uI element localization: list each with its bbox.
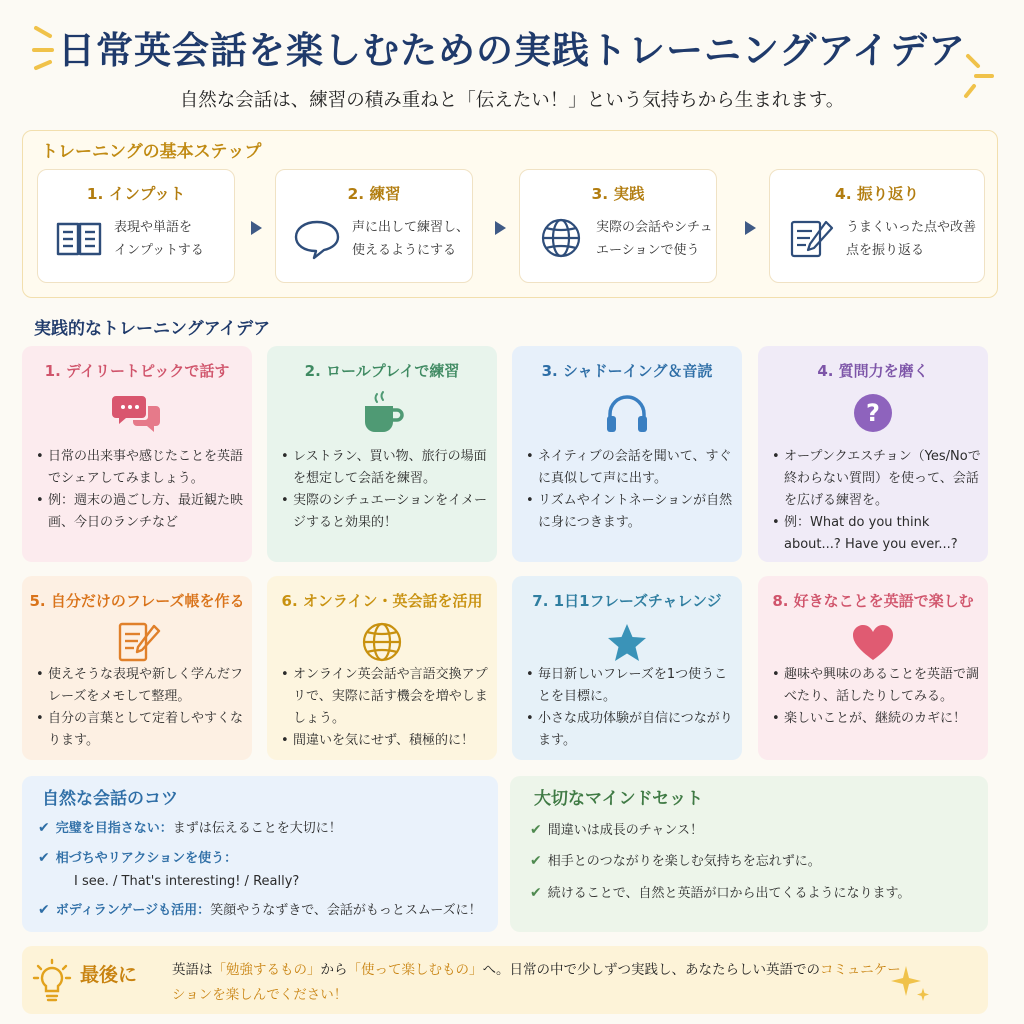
steps-heading: トレーニングの基本ステップ [41,142,262,162]
card-bullet: • 実際のシチュエーションをイメージすると効果的！ [277,490,491,534]
check-icon: ✔ [530,822,542,838]
idea-card-phrasebook [22,576,252,760]
card-bullet: • 使えそうな表現や新しく学んだフレーズをメモして整理。 [32,664,246,708]
card-title: 4. 質問力を磨く [817,362,929,380]
final-text-part: から [320,962,348,978]
card-bullets [522,664,736,752]
sparkle-icon [888,960,932,1002]
check-icon: ✔ [530,853,542,869]
lightbulb-icon [32,958,72,1004]
final-highlight: 「勉強するもの」 [212,962,321,978]
tip-row [74,872,299,892]
step-title: 4. 振り返り [834,185,920,203]
mindset-panel [510,776,988,932]
tip-key: 相づちやリアクションを使う： [55,851,238,866]
step-desc-line: インプットする [114,243,204,258]
card-bullets [277,664,491,752]
card-bullet: • 例：週末の過ごし方、最近観た映画、今日のランチなど [32,490,246,534]
step-input [37,169,235,283]
final-message-panel [22,946,988,1014]
tip-text: まずは伝えることを大切に！ [172,821,342,836]
step-practice [275,169,473,283]
page-subtitle: 自然な会話は、練習の積み重ねと「伝えたい！」という気持ちから生まれます。 [179,90,845,111]
step-title: 1. インプット [86,185,186,203]
mindset-row [530,820,703,841]
idea-card-shadowing [512,346,742,562]
final-text-part: へ。日常の中で少しずつ実践し、あなたらしい英語での [482,962,820,978]
card-bullet: • 小さな成功体験が自信につながります。 [522,708,736,752]
step-reflect [769,169,985,283]
idea-card-hobbies [758,576,988,760]
star-icon [602,620,652,666]
card-bullet: • レストラン、買い物、旅行の場面を想定して会話を練習。 [277,446,491,490]
step-desc-line: 使えるようにする [352,243,457,258]
step-desc-line: 声に出して練習し、 [352,220,470,235]
tips-heading: 自然な会話のコツ [42,789,178,809]
notebook-icon [112,620,162,666]
step-desc-line: 実際の会話やシチュ [596,220,713,235]
mindset-row [530,883,910,904]
card-bullet: • 楽しいことが、継続のカギに！ [768,708,982,730]
conversation-tips-panel [22,776,498,932]
final-text-part: 英語は [172,962,213,978]
basic-steps-panel [22,130,998,298]
step-title: 2. 練習 [347,185,401,203]
card-bullets [32,664,246,752]
check-icon: ✔ [38,850,50,866]
card-bullet: • 自分の言葉として定着しやすくなります。 [32,708,246,752]
globe-icon [536,216,586,260]
mindset-row [530,851,821,872]
check-icon: ✔ [38,902,50,918]
tip-key: 完璧を目指さない： [55,821,173,836]
arrow-right-icon [251,221,262,235]
card-bullet: • 例：What do you think about...? Have you ever...? [768,512,982,556]
card-title: 1. デイリートピックで話す [44,362,230,380]
coffee-cup-icon [357,390,407,436]
chat-bubbles-icon [112,390,162,436]
heart-icon [848,620,898,666]
svg-text:?: ? [866,399,880,427]
idea-card-questions [758,346,988,562]
idea-card-roleplay [267,346,497,562]
card-bullet: • 趣味や興味のあることを英語で調べたり、話したりしてみる。 [768,664,982,708]
headphones-icon [602,390,652,436]
card-bullets [522,446,736,534]
card-title: 8. 好きなことを英語で楽しむ [772,592,974,610]
final-highlight: コミュニケーションを楽しんでください！ [172,962,901,1003]
step-title: 3. 実践 [591,185,645,203]
mindset-text: 相手とのつながりを楽しむ気持ちを忘れずに。 [547,854,821,869]
final-highlight: 「使って楽しむもの」 [347,962,483,978]
card-bullet: • リズムやイントネーションが自然に身につきます。 [522,490,736,534]
card-bullets [768,664,982,730]
idea-card-daily-phrase [512,576,742,760]
card-bullets [277,446,491,534]
card-title: 5. 自分だけのフレーズ帳を作る [29,592,245,610]
speech-bubble-icon [292,216,342,260]
card-title: 2. ロールプレイで練習 [304,362,460,380]
question-icon [848,390,898,436]
step-desc-line: うまくいった点や改善 [846,220,977,235]
notebook-pen-icon [786,216,836,260]
step-practice-real [519,169,717,283]
card-bullet: • オープンクエスチョン（Yes/Noで終わらない質問）を使って、会話を広げる練習を。 [768,446,982,512]
arrow-right-icon [745,221,756,235]
globe-icon [357,620,407,666]
arrow-right-icon [495,221,506,235]
tip-text: I see. / That's interesting! / Really? [74,874,300,889]
idea-card-online [267,576,497,760]
card-bullet: • ネイティブの会話を聞いて、すぐに真似して声に出す。 [522,446,736,490]
card-bullet: • 毎日新しいフレーズを1つ使うことを目標に。 [522,664,736,708]
ideas-heading: 実践的なトレーニングアイデア [34,319,271,339]
check-icon: ✔ [530,885,542,901]
mindset-heading: 大切なマインドセット [534,789,704,809]
tip-row [38,818,342,839]
card-bullet: • 間違いを気にせず、積極的に！ [277,730,491,752]
card-bullets [768,446,982,556]
step-desc-line: 表現や単語を [114,220,193,235]
tip-row [38,848,237,869]
card-bullet: • 日常の出来事や感じたことを英語でシェアしてみましょう。 [32,446,246,490]
final-text [172,958,912,1008]
card-title: 6. オンライン・英会話を活用 [281,592,483,610]
idea-card-daily-topic [22,346,252,562]
step-desc-line: エーションで使う [596,243,700,258]
final-heading: 最後に [80,964,138,986]
card-bullets [32,446,246,534]
book-icon [54,216,104,260]
tip-key: ボディランゲージも活用： [55,903,211,918]
mindset-text: 間違いは成長のチャンス！ [547,823,703,838]
mindset-text: 続けることで、自然と英語が口から出てくるようになります。 [547,886,911,901]
check-icon: ✔ [38,820,50,836]
card-title: 7. 1日1フレーズチャレンジ [532,592,722,610]
step-desc-line: 点を振り返る [846,243,925,258]
card-title: 3. シャドーイング＆音読 [541,362,713,380]
tip-row [38,900,482,921]
card-bullet: • オンライン英会話や言語交換アプリで、実際に話す機会を増やしましょう。 [277,664,491,730]
tip-text: 笑顔やうなずきで、会話がもっとスムーズに！ [210,903,482,918]
page-title: 日常英会話を楽しむための実践トレーニングアイデア [58,29,966,72]
